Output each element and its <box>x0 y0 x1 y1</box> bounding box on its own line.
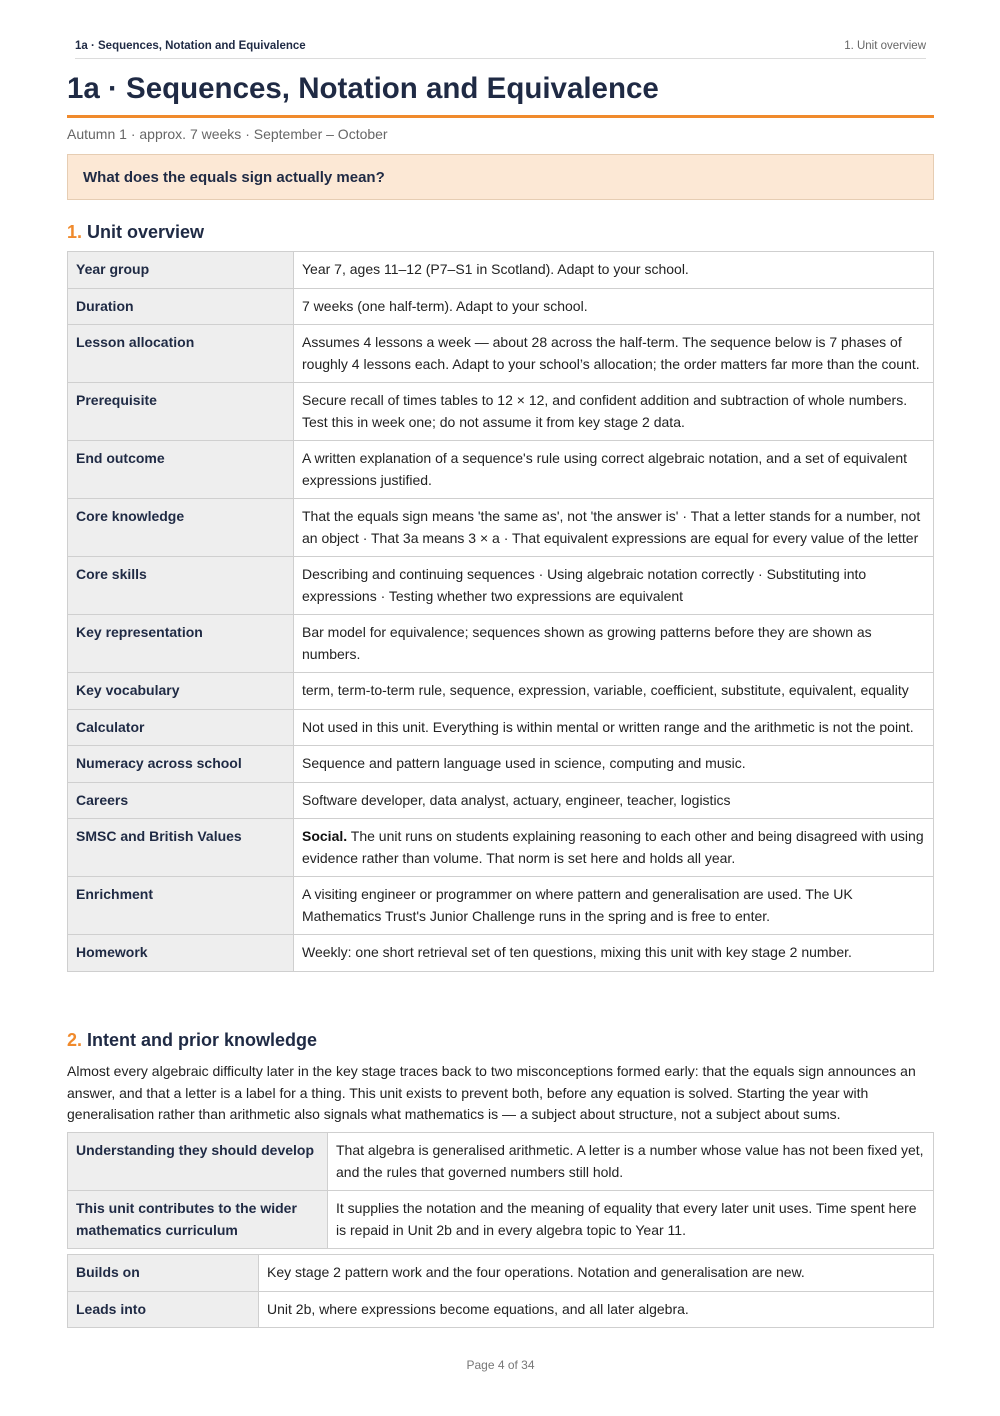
row-label: This unit contributes to the wider mathematics curriculum <box>68 1191 328 1249</box>
row-value: Sequence and pattern language used in science, computing and music. <box>294 746 934 783</box>
unit-subtitle: Autumn 1 · approx. 7 weeks · September – October <box>67 126 388 142</box>
title-underline <box>67 115 934 118</box>
row-label: Understanding they should develop <box>68 1133 328 1191</box>
row-label: Duration <box>68 288 294 325</box>
row-value: Software developer, data analyst, actuary, engineer, teacher, logistics <box>294 782 934 819</box>
table-row <box>68 441 934 499</box>
table-row <box>68 615 934 673</box>
table-row <box>68 877 934 935</box>
row-value: Year 7, ages 11–12 (P7–S1 in Scotland). Adapt to your school. <box>294 252 934 289</box>
links-table <box>67 1254 934 1328</box>
table-row <box>68 1191 934 1249</box>
row-value: Not used in this unit. Everything is within mental or written range and the arithmetic is not the point. <box>294 709 934 746</box>
row-label: Homework <box>68 935 294 972</box>
table-row <box>68 288 934 325</box>
section-number: 1. <box>67 222 83 242</box>
document-page <box>67 0 934 1416</box>
row-value: Bar model for equivalence; sequences shown as growing patterns before they are shown as numbers. <box>294 615 934 673</box>
row-label: Key vocabulary <box>68 673 294 710</box>
section-number: 2. <box>67 1030 83 1050</box>
row-label: Core skills <box>68 557 294 615</box>
row-label: Key representation <box>68 615 294 673</box>
row-value-text: The unit runs on students explaining reasoning to each other and being disagreed with using evidence rather than volume. That norm is set here and holds all year. <box>302 828 924 866</box>
row-value: A written explanation of a sequence's rule using correct algebraic notation, and a set of equivalent expressions justified. <box>294 441 934 499</box>
row-value: Secure recall of times tables to 12 × 12, and confident addition and subtraction of whole numbers. Test this in week one; do not assume it from key stage 2 data. <box>294 383 934 441</box>
table-row <box>68 557 934 615</box>
table-row <box>68 1255 934 1292</box>
row-value: Key stage 2 pattern work and the four operations. Notation and generalisation are new. <box>259 1255 934 1292</box>
table-row <box>68 935 934 972</box>
row-value <box>294 819 934 877</box>
row-label: Builds on <box>68 1255 259 1292</box>
row-value: That algebra is generalised arithmetic. A letter is a number whose value has not been fixed yet, and the rules that governed numbers still hold. <box>328 1133 934 1191</box>
row-label: SMSC and British Values <box>68 819 294 877</box>
table-row <box>68 709 934 746</box>
table-row <box>68 746 934 783</box>
table-row <box>68 782 934 819</box>
row-value: That the equals sign means 'the same as', not 'the answer is' · That a letter stands for a number, not an object · That 3a means 3 × a · That equivalent expressions are equal for every value of the letter <box>294 499 934 557</box>
table-row <box>68 1291 934 1328</box>
row-label: Calculator <box>68 709 294 746</box>
row-value: Assumes 4 lessons a week — about 28 across the half-term. The sequence below is 7 phases of roughly 4 lessons each. Adapt to your school’s allocation; the order matters far more than the count. <box>294 325 934 383</box>
section-heading-unit-overview <box>67 221 204 243</box>
row-value: Weekly: one short retrieval set of ten questions, mixing this unit with key stage 2 number. <box>294 935 934 972</box>
page-number: Page 4 of 34 <box>466 1358 535 1372</box>
running-header-section: 1. Unit overview <box>844 40 926 52</box>
running-header <box>75 38 926 54</box>
row-label: Year group <box>68 252 294 289</box>
row-value: Unit 2b, where expressions become equations, and all later algebra. <box>259 1291 934 1328</box>
row-label: Enrichment <box>68 877 294 935</box>
table-row <box>68 252 934 289</box>
table-row <box>68 819 934 877</box>
table-row <box>68 325 934 383</box>
table-row <box>68 383 934 441</box>
section-title: Intent and prior knowledge <box>87 1030 318 1050</box>
section-heading-intent <box>67 1029 317 1051</box>
table-row <box>68 499 934 557</box>
unit-overview-table <box>67 251 934 972</box>
page-title: 1a · Sequences, Notation and Equivalence <box>67 72 659 105</box>
row-label: Prerequisite <box>68 383 294 441</box>
table-row <box>68 1133 934 1191</box>
row-value: term, term-to-term rule, sequence, expression, variable, coefficient, substitute, equivalent, equality <box>294 673 934 710</box>
running-header-title: 1a · Sequences, Notation and Equivalence <box>75 40 306 52</box>
row-label: Lesson allocation <box>68 325 294 383</box>
section-title: Unit overview <box>87 222 205 242</box>
row-label: Leads into <box>68 1291 259 1328</box>
row-value: 7 weeks (one half-term). Adapt to your school. <box>294 288 934 325</box>
row-value: A visiting engineer or programmer on where pattern and generalisation are used. The UK Mathematics Trust's Junior Challenge runs in the spring and is free to enter. <box>294 877 934 935</box>
intent-paragraph: Almost every algebraic difficulty later in the key stage traces back to two misconceptions formed early: that the equals sign announces an answer, and that a letter is a label for a thing. This unit exists to prevent both, before any equation is solved. Starting the year with generalisation rather than arithmetic also signals what mathematics is — a subject about structure, not a subject about sums. <box>67 1063 916 1122</box>
intent-table <box>67 1132 934 1249</box>
key-question-callout <box>67 154 934 200</box>
row-value: It supplies the notation and the meaning of equality that every later unit uses. Time spent here is repaid in Unit 2b and in every algebra topic to Year 11. <box>328 1191 934 1249</box>
key-question-text: What does the equals sign actually mean? <box>83 168 385 186</box>
header-divider <box>75 58 926 59</box>
row-value-emphasis: Social. <box>302 828 348 844</box>
table-row <box>68 673 934 710</box>
row-label: Core knowledge <box>68 499 294 557</box>
row-label: Careers <box>68 782 294 819</box>
row-value: Describing and continuing sequences · Using algebraic notation correctly · Substituting into expressions · Testing whether two expressions are equivalent <box>294 557 934 615</box>
row-label: End outcome <box>68 441 294 499</box>
row-label: Numeracy across school <box>68 746 294 783</box>
